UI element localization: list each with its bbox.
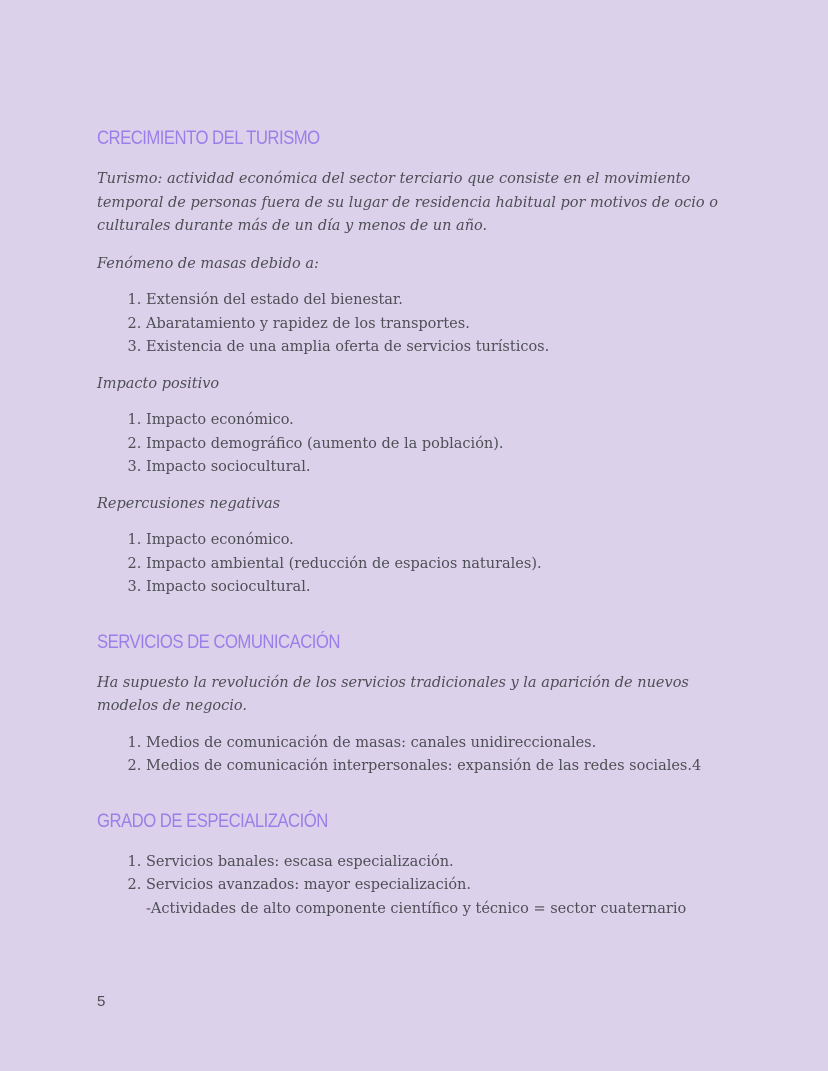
list-item: 2. Impacto ambiental (reducción de espacios naturales). [146, 553, 737, 577]
list-item: 3. Impacto sociocultural. [146, 576, 737, 600]
list-item: 2. Impacto demográfico (aumento de la población). [146, 433, 737, 457]
especializacion-list [97, 851, 737, 922]
turismo-definition: Turismo: actividad económica del sector terciario que consiste en el movimiento temporal de personas fuera de su lugar de residencia habitual por motivos de ocio o culturales durante más de un día y menos de un año. [97, 171, 718, 234]
positivo-label: Impacto positivo [97, 375, 220, 392]
comunicacion-list [97, 732, 737, 779]
list-item: 3. Existencia de una amplia oferta de servicios turísticos. [146, 336, 737, 360]
list-item-text: Servicios avanzados: mayor especialización. [146, 877, 472, 893]
negativo-list [97, 529, 737, 600]
positivo-list [97, 409, 737, 480]
list-item: 2. Abaratamiento y rapidez de los transportes. [146, 313, 737, 337]
masas-label: Fenómeno de masas debido a: [97, 255, 319, 272]
list-item: 2. Medios de comunicación interpersonales: expansión de las redes sociales.4 [146, 755, 737, 779]
page-number: 5 [97, 993, 106, 1010]
heading-servicios-comunicacion: SERVICIOS DE COMUNICACIÓN [97, 631, 340, 653]
comunicacion-intro: Ha supuesto la revolución de los servicios tradicionales y la aparición de nuevos modelos de negocio. [97, 674, 689, 714]
heading-crecimiento-turismo: CRECIMIENTO DEL TURISMO [97, 128, 320, 149]
especializacion-note: -Actividades de alto componente científico y técnico = sector cuaternario [146, 900, 687, 917]
list-item: 1. Extensión del estado del bienestar. [146, 289, 737, 313]
list-item: 3. Impacto sociocultural. [146, 456, 737, 480]
list-item: 1. Impacto económico. [146, 409, 737, 433]
list-item: 1. Servicios banales: escasa especialización. [146, 851, 737, 875]
list-item [146, 874, 737, 921]
negativo-label: Repercusiones negativas [97, 495, 281, 512]
page-content [97, 128, 737, 921]
masas-list [97, 289, 737, 360]
heading-grado-especializacion: GRADO DE ESPECIALIZACIÓN [97, 810, 328, 832]
list-item: 1. Medios de comunicación de masas: canales unidireccionales. [146, 732, 737, 756]
list-item: 1. Impacto económico. [146, 529, 737, 553]
